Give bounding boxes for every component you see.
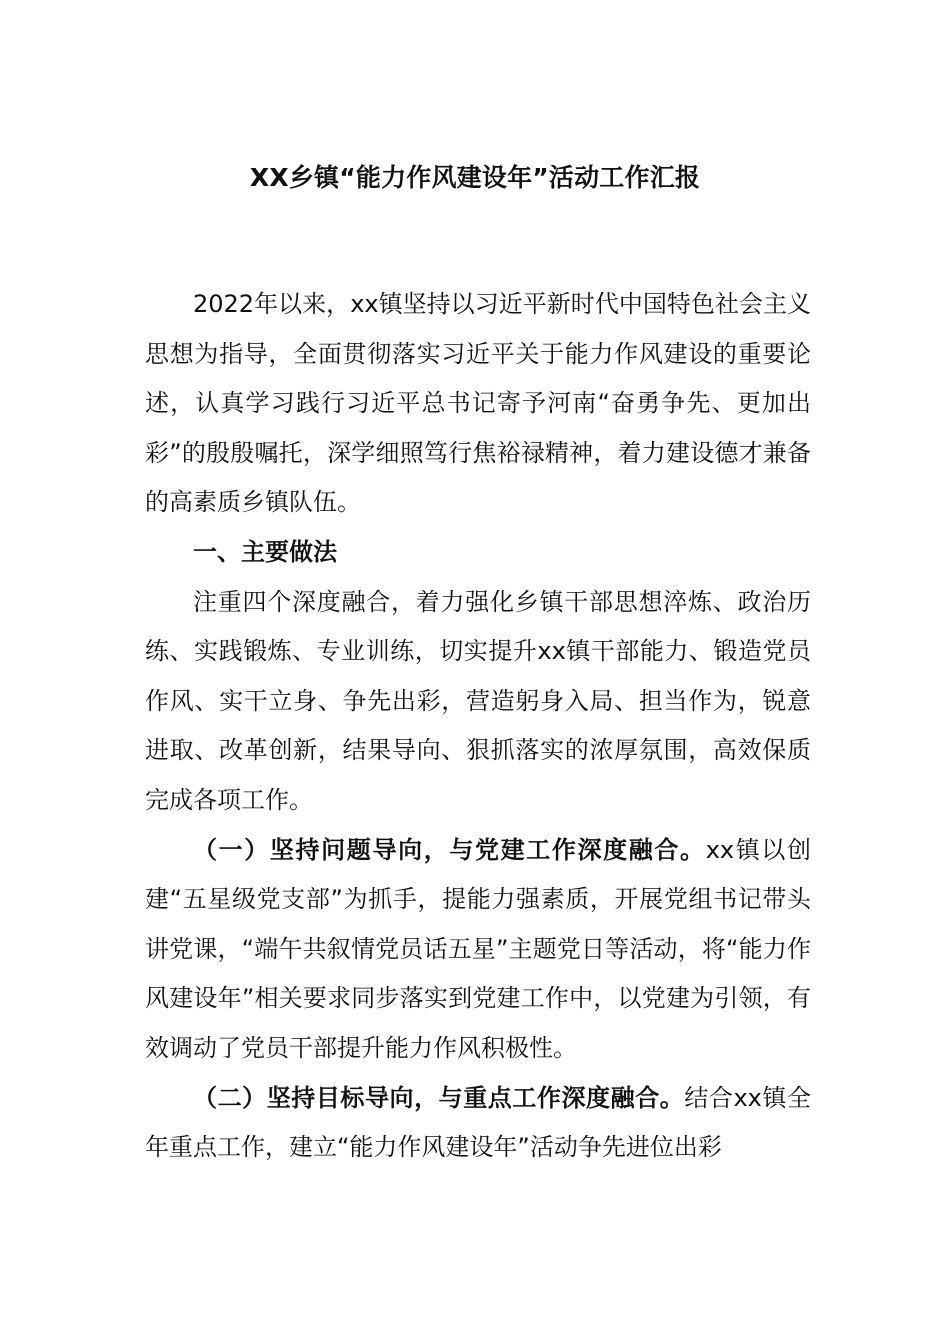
item-1-text: xx镇以创建“五星级党支部”为抓手，提能力强素质，开展党组书记带头讲党课，“端午共叙情党员话五星”主题党日等活动，将“能力作风建设年”相关要求同步落实到党建工作中，以党建为引领，有效调动了党员干部提升能力作风积极性。	[145, 835, 812, 1062]
item-2-lead: （二）坚持目标导向，与重点工作深度融合。	[193, 1083, 685, 1112]
intro-paragraph: 2022年以来，xx镇坚持以习近平新时代中国特色社会主义思想为指导，全面贯彻落实习近平关于能力作风建设的重要论述，认真学习践行习近平总书记寄予河南“奋勇争先、更加出彩”的殷殷嘱托，深学细照笃行焦裕禄精神，着力建设德才兼备的高素质乡镇队伍。	[145, 290, 811, 517]
item-2-paragraph	[145, 1074, 811, 1173]
document-body	[145, 280, 811, 1173]
item-1-paragraph	[145, 826, 811, 1074]
item-2-text: 结合xx镇全年重点工作，建立“能力作风建设年”活动争先进位出彩	[145, 1083, 811, 1162]
item-1-lead: （一）坚持问题导向，与党建工作深度融合。	[193, 835, 706, 864]
document-title: XX乡镇“能力作风建设年”活动工作汇报	[249, 163, 701, 192]
overview-paragraph: 注重四个深度融合，着力强化乡镇干部思想淬炼、政治历练、实践锻炼、专业训练，切实提升xx镇干部能力、锻造党员作风、实干立身、争先出彩，营造躬身入局、担当作为，锐意进取、改革创新，结果导向、狠抓落实的浓厚氛围，高效保质完成各项工作。	[145, 587, 811, 814]
section-heading: 一、主要做法	[193, 537, 337, 566]
